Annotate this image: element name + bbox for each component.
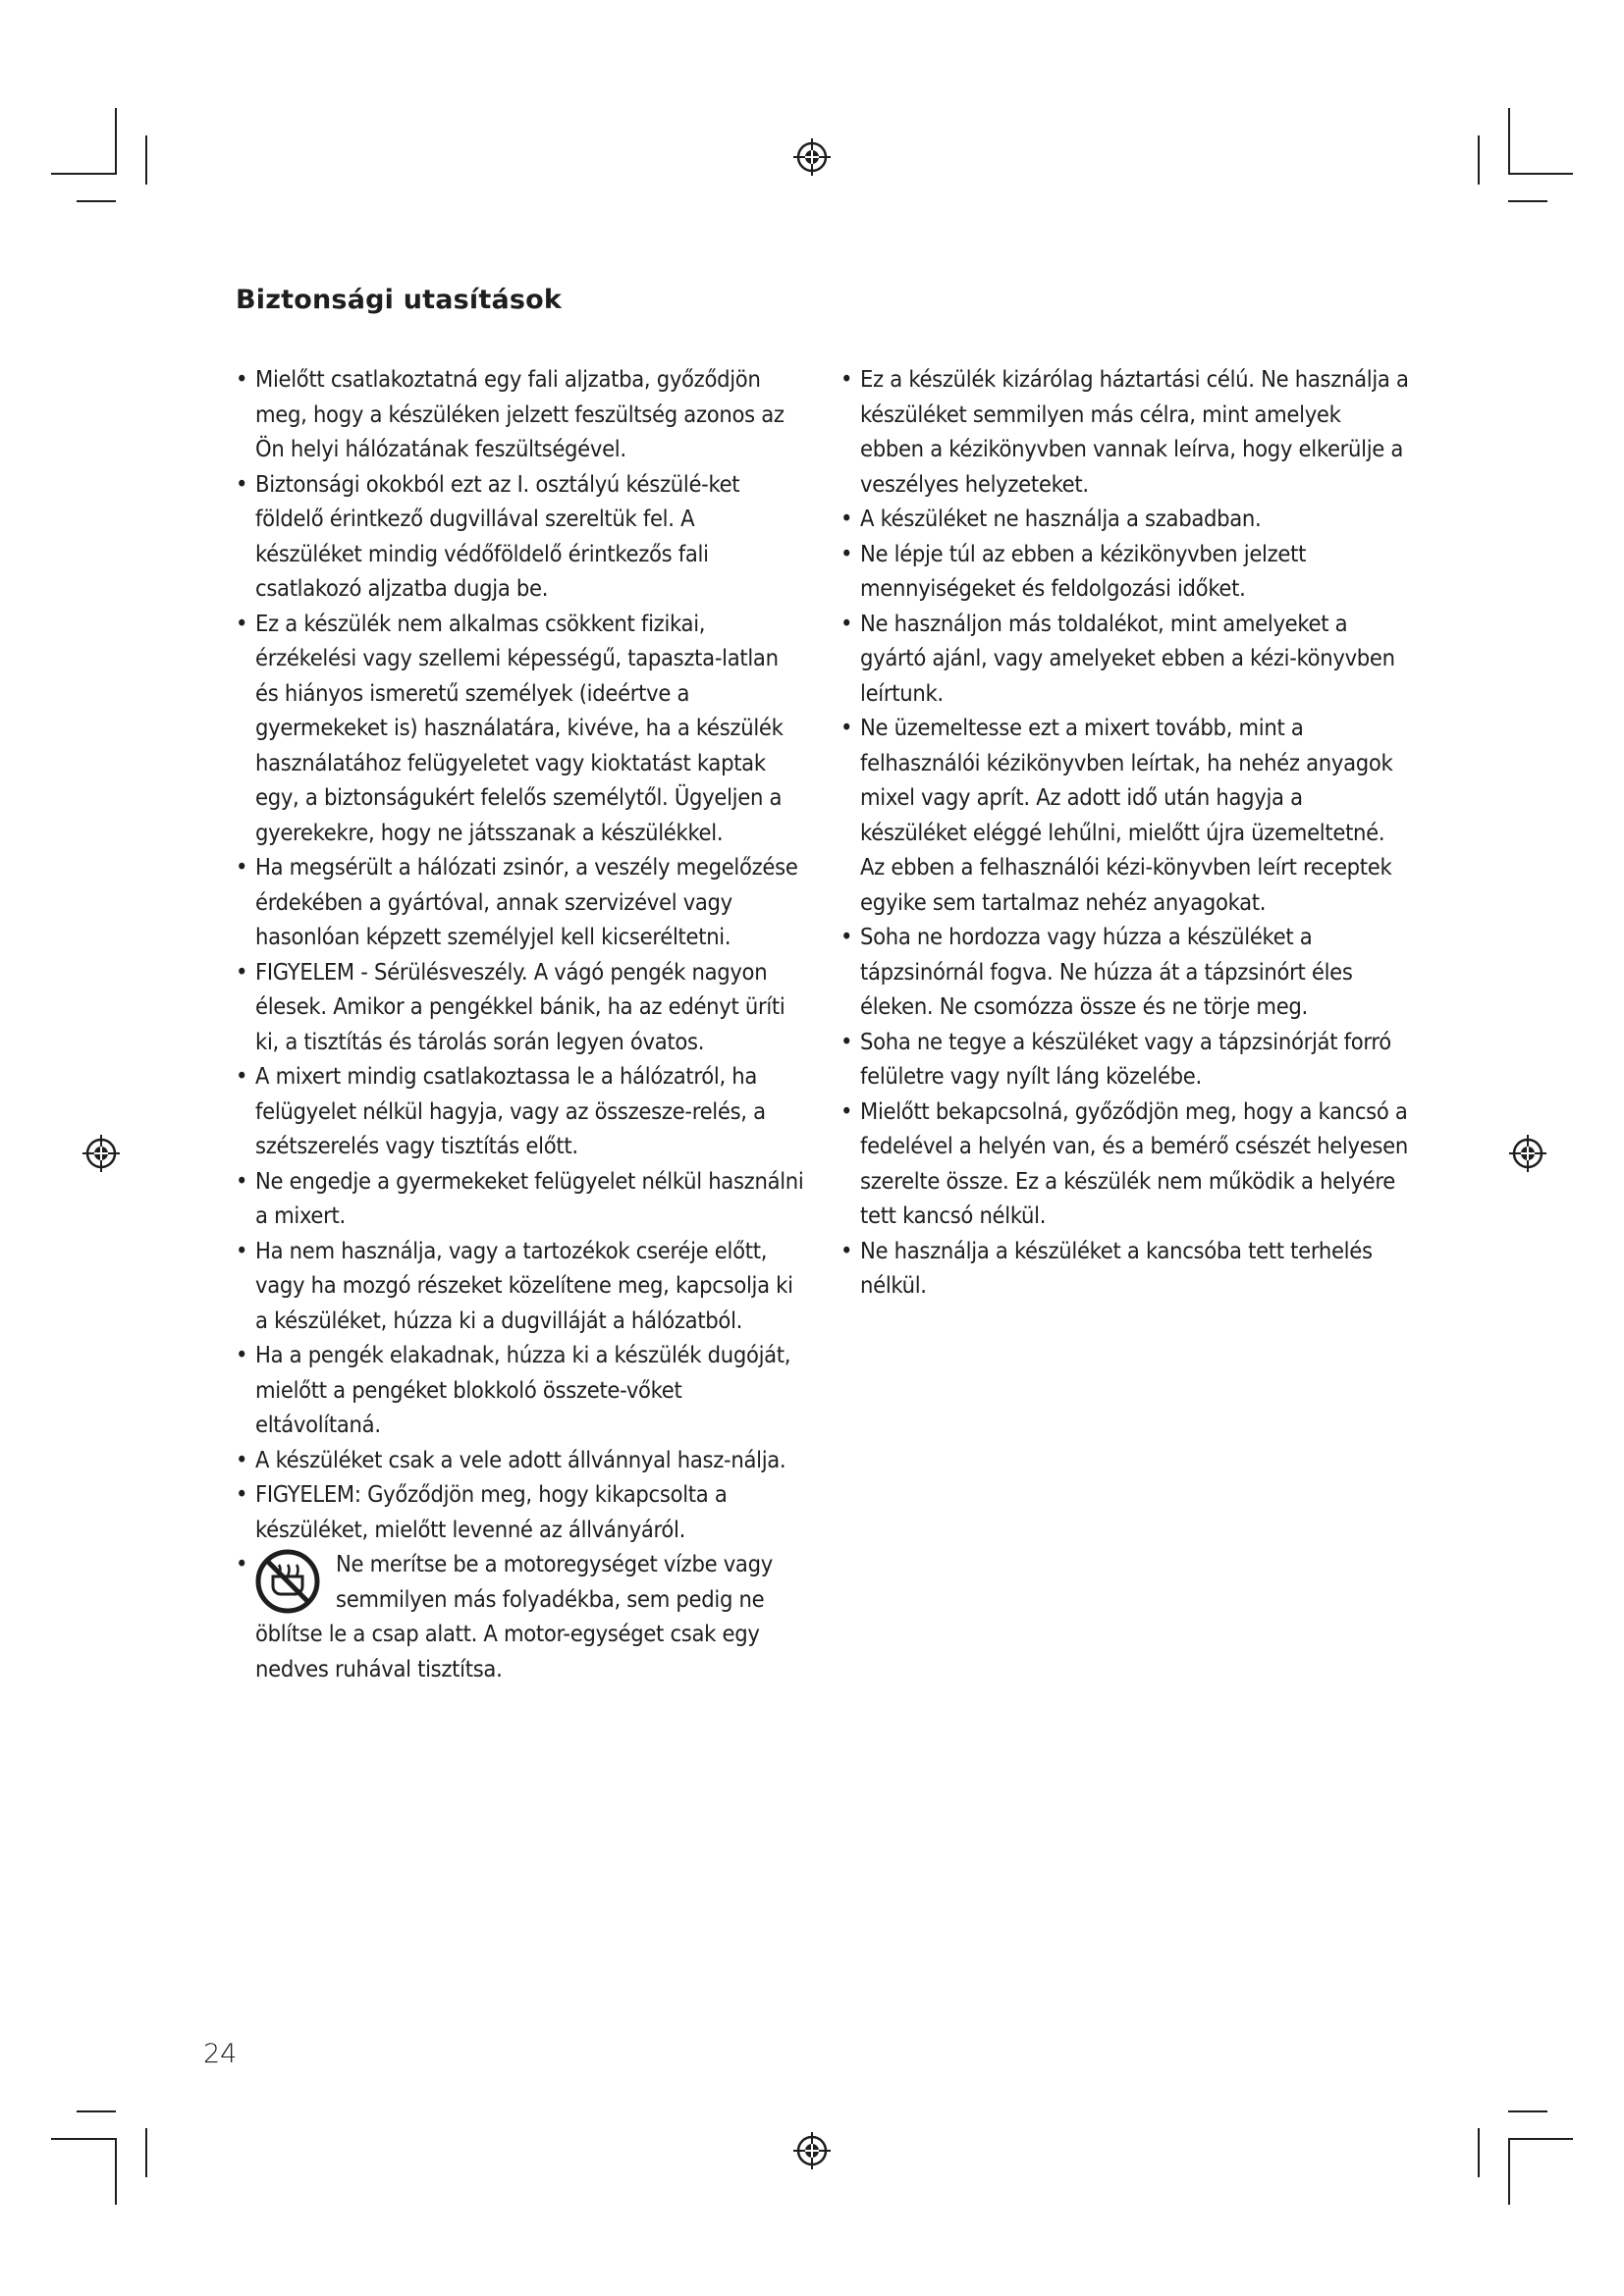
list-item: • Ne engedje a gyermekeket felügyelet nélkül használni a mixert. <box>236 1164 805 1234</box>
crop-mark <box>1508 108 1510 175</box>
list-item: • Ne használja a készüléket a kancsóba tett terhelés nélkül. <box>840 1234 1410 1304</box>
list-item: • Soha ne tegye a készüléket vagy a tápzsinórját forró felületre vagy nyílt láng közelébe. <box>840 1025 1410 1095</box>
list-item: • FIGYELEM: Győződjön meg, hogy kikapcsolta a készüléket, mielőtt levenné az állványáról. <box>236 1477 805 1547</box>
crop-mark <box>1508 200 1547 202</box>
crop-mark <box>1478 135 1480 185</box>
list-item: • Biztonsági okokból ezt az I. osztályú készülé-ket földelő érintkező dugvillával szereltük fel. A készüléket mindig védőföldelő érintkezős fali csatlakozó aljzatba dugja be. <box>236 467 805 607</box>
list-item: • Ha a pengék elakadnak, húzza ki a készülék dugóját, mielőtt a pengéket blokkoló összete-vőket eltávolítaná. <box>236 1338 805 1443</box>
crop-mark <box>1508 2138 1573 2140</box>
list-item: • Mielőtt csatlakoztatná egy fali aljzatba, győződjön meg, hogy a készüléken jelzett feszültség azonos az Ön helyi hálózatának feszültségével. <box>236 362 805 467</box>
list-item: • Ha megsérült a hálózati zsinór, a veszély megelőzése érdekében a gyártóval, annak szervizével vagy hasonlóan képzett személyjel kell kicseréltetni. <box>236 850 805 955</box>
list-item-text: Ne merítse be a motoregységet vízbe vagy semmilyen más folyadékba, sem pedig ne öblítse le a csap alatt. A motor-egységet csak egy nedves ruhával tisztítsa. <box>255 1550 773 1682</box>
crop-mark <box>115 108 117 175</box>
list-item: • Ez a készülék nem alkalmas csökkent fizikai, érzékelési vagy szellemi képességű, tapaszta-latlan és hiányos ismeretű személyek (ideértve a gyermekeket is) használatára, kivéve, ha a készülék használatához felügyeletet vagy kioktatást kaptak egy, a biztonságukért felelős személytől. Ügyeljen a gyerekekre, hogy ne játsszanak a készülékkel. <box>236 607 805 851</box>
list-item: • Ez a készülék kizárólag háztartási célú. Ne használja a készüléket semmilyen más célra, mint amelyek ebben a kézikönyvben vannak leírva, hogy elkerülje a veszélyes helyzeteket. <box>840 362 1410 502</box>
list-item: • Ha nem használja, vagy a tartozékok cseréje előtt, vagy ha mozgó részeket közelítene meg, kapcsolja ki a készüléket, húzza ki a dugvilláját a hálózatból. <box>236 1234 805 1339</box>
list-item: • A készüléket csak a vele adott állvánnyal hasz-nálja. <box>236 1443 805 1478</box>
registration-mark-icon <box>81 1134 121 1173</box>
list-item: • FIGYELEM - Sérülésveszély. A vágó pengék nagyon élesek. Amikor a pengékkel bánik, ha az edényt üríti ki, a tisztítás és tárolás során legyen óvatos. <box>236 955 805 1060</box>
crop-mark <box>1478 2128 1480 2177</box>
no-water-immersion-icon <box>253 1547 322 1616</box>
list-item: • Ne üzemeltesse ezt a mixert tovább, mint a felhasználói kézikönyvben leírtak, ha nehéz anyagok mixel vagy aprít. Az adott idő után hagyja a készüléket eléggé lehűlni, mielőtt újra üzemeltetné. Az ebben a felhasználói kézi-könyvben leírt receptek egyike sem tartalmaz nehéz anyagokat. <box>840 711 1410 920</box>
list-item: • A mixert mindig csatlakoztassa le a hálózatról, ha felügyelet nélkül hagyja, vagy az összesze-relés, a szétszerelés vagy tisztítás előtt. <box>236 1059 805 1164</box>
right-column-list <box>840 362 1410 1304</box>
list-item-with-icon <box>236 1547 805 1686</box>
list-item: • Mielőtt bekapcsolná, győződjön meg, hogy a kancsó a fedelével a helyén van, és a bemérő csészét helyesen szerelte össze. Ez a készülék nem működik a helyére tett kancsó nélkül. <box>840 1095 1410 1234</box>
crop-mark <box>1508 2138 1510 2205</box>
list-item: • A készüléket ne használja a szabadban. <box>840 502 1410 537</box>
crop-mark <box>51 2138 116 2140</box>
crop-mark <box>51 173 116 175</box>
registration-mark-icon <box>1508 1134 1547 1173</box>
registration-mark-icon <box>792 137 832 177</box>
list-item: • Ne lépje túl az ebben a kézikönyvben jelzett mennyiségeket és feldolgozási időket. <box>840 537 1410 607</box>
crop-mark <box>115 2138 117 2205</box>
crop-mark <box>145 135 147 185</box>
list-item: • Soha ne hordozza vagy húzza a készüléket a tápzsinórnál fogva. Ne húzza át a tápzsinórt éles éleken. Ne csomózza össze és ne törje meg. <box>840 920 1410 1025</box>
crop-mark <box>1508 173 1573 175</box>
crop-mark <box>1508 2110 1547 2112</box>
list-item: • Ne használjon más toldalékot, mint amelyeket a gyártó ajánl, vagy amelyeket ebben a kézi-könyvben leírtunk. <box>840 607 1410 712</box>
page-title: Biztonsági utasítások <box>236 285 563 315</box>
registration-mark-icon <box>792 2131 832 2170</box>
page-number: 24 <box>203 2039 238 2069</box>
left-column-list <box>236 362 805 1686</box>
crop-mark <box>77 200 116 202</box>
crop-mark <box>145 2128 147 2177</box>
crop-mark <box>77 2110 116 2112</box>
